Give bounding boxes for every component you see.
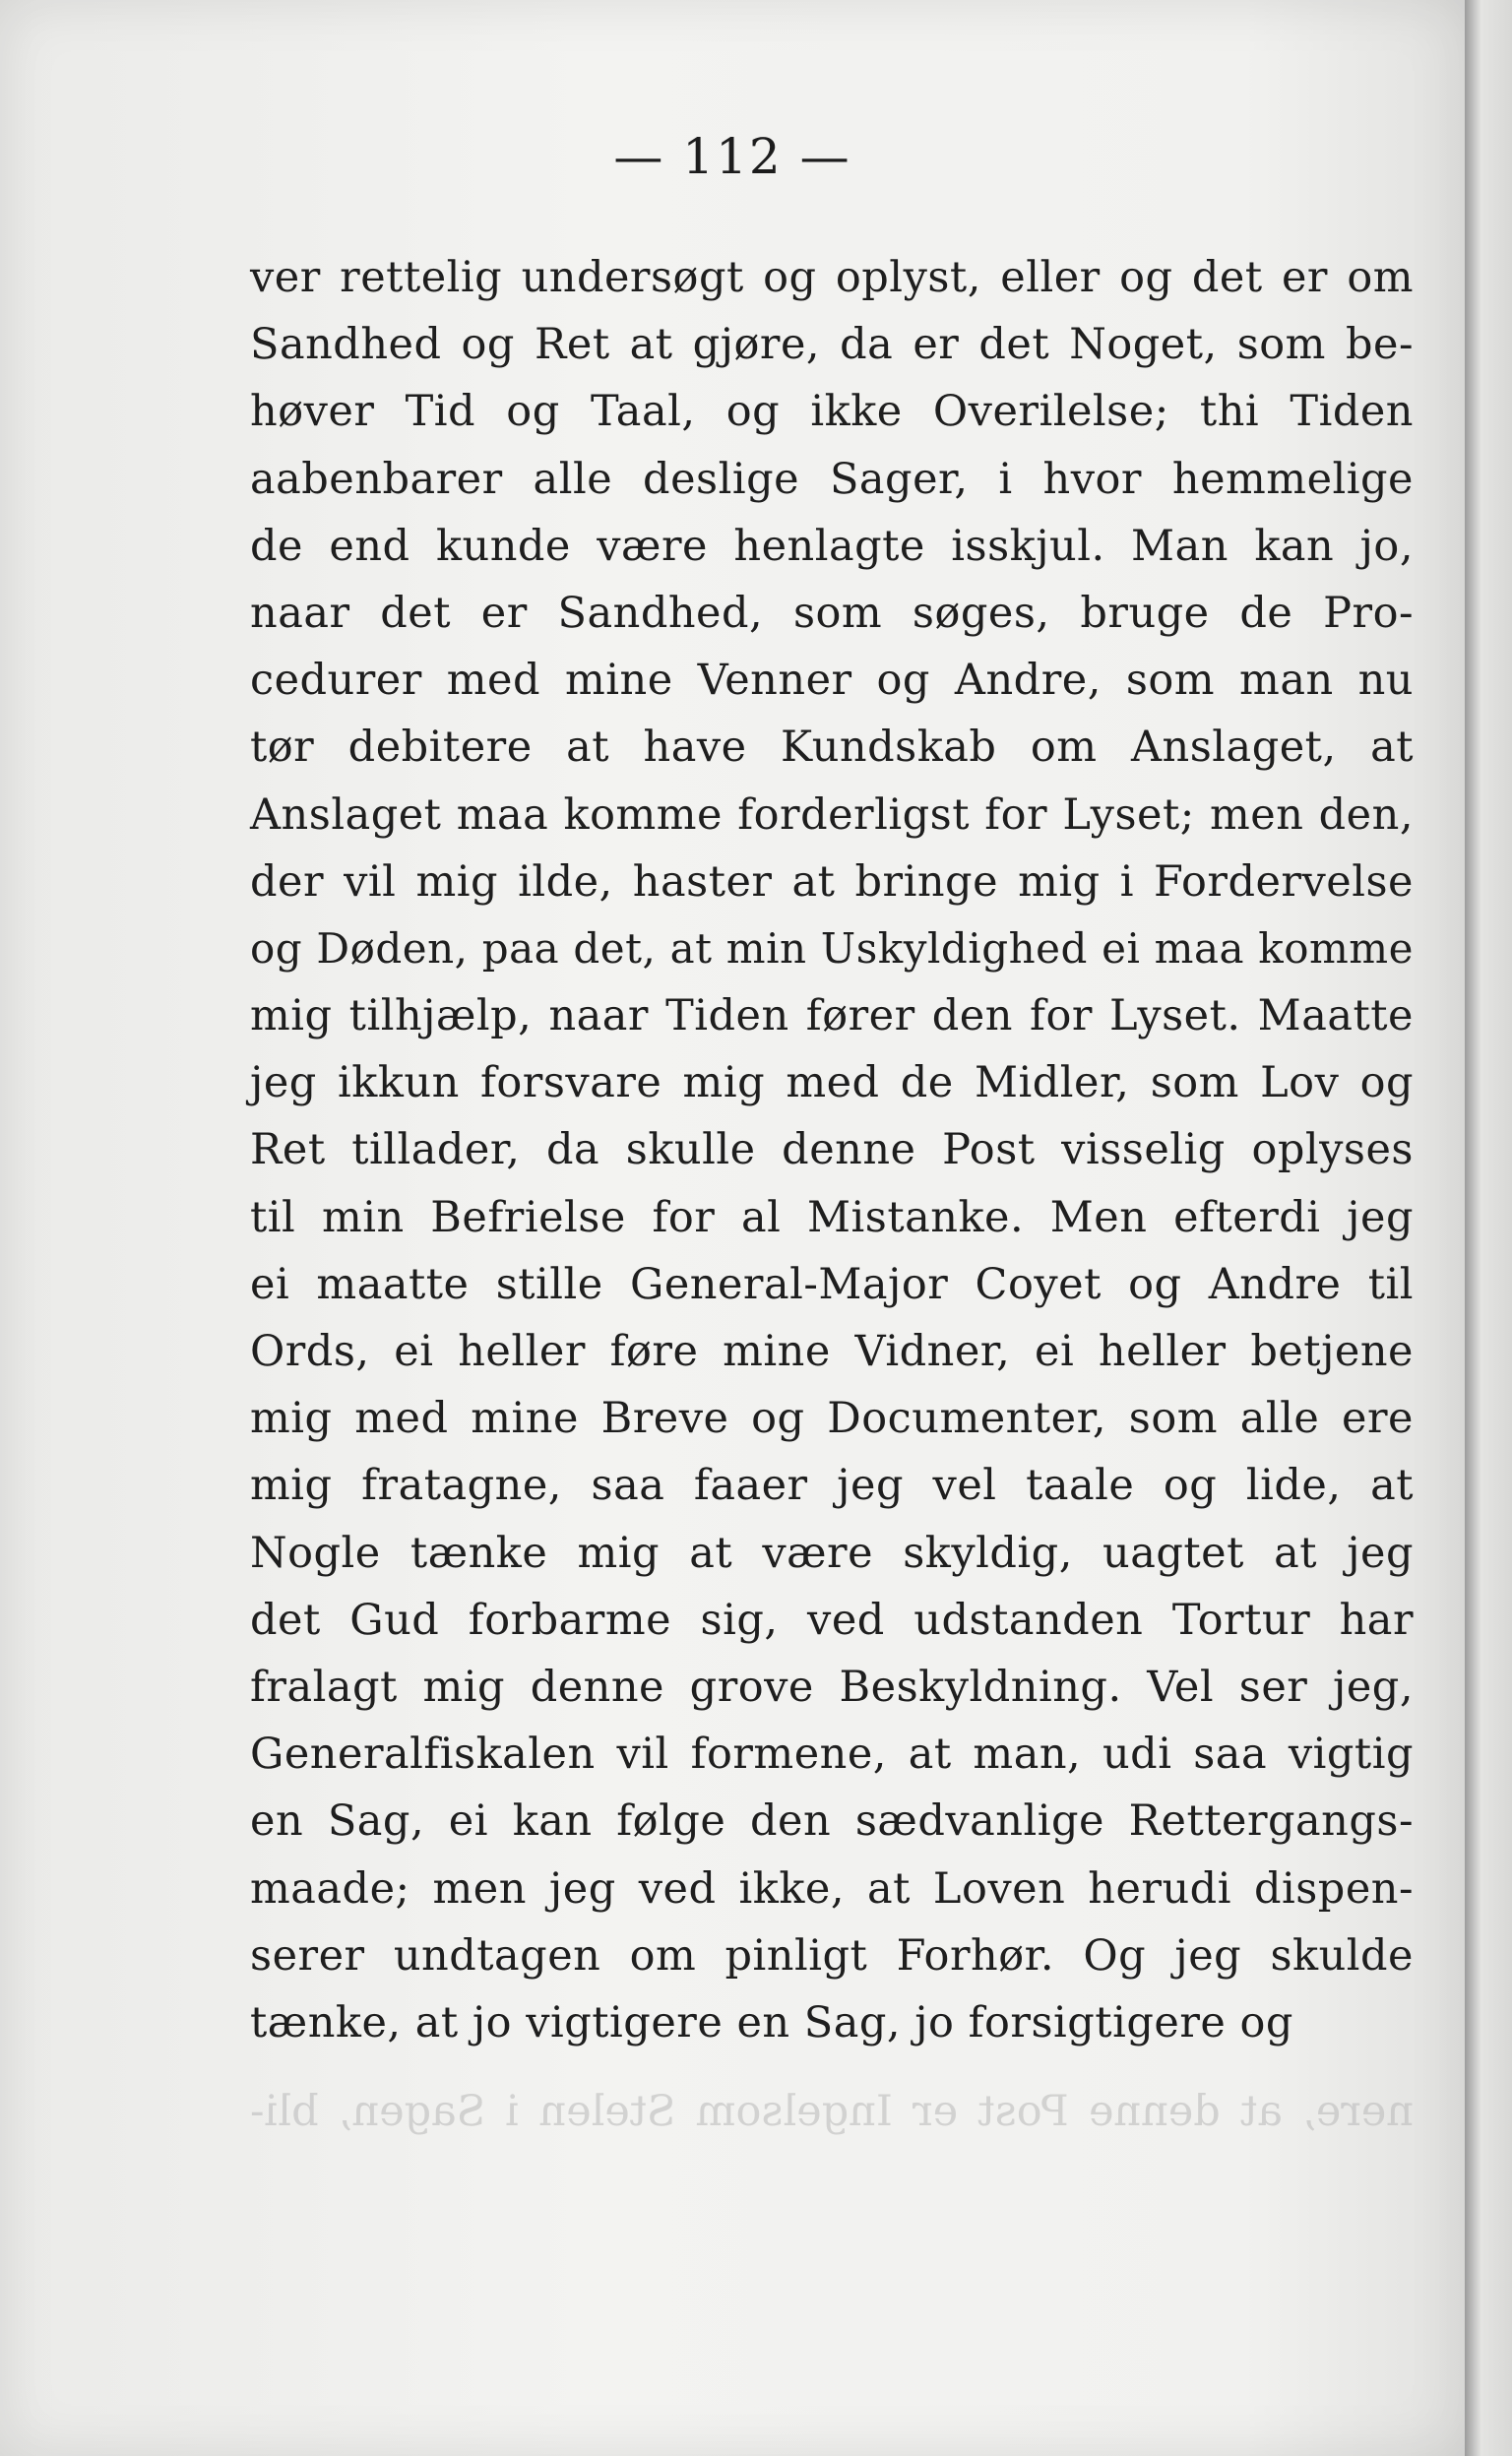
text-line: ei maatte stille General-Major Coyet og Andre til	[250, 1259, 1414, 1309]
text-line: det Gud forbarme sig, ved udstanden Tortur har	[250, 1595, 1414, 1645]
text-line: cedurer med mine Venner og Andre, som man nu	[250, 656, 1414, 706]
text-line: fralagt mig denne grove Beskyldning. Vel ser jeg,	[250, 1662, 1414, 1712]
text-line: tænke, at jo vigtigere en Sag, jo forsigtigere og	[250, 1997, 1293, 2047]
text-line: tør debitere at have Kundskab om Anslaget, at	[250, 723, 1414, 773]
text-line: maade; men jeg ved ikke, at Loven herudi dispen-	[250, 1863, 1414, 1914]
text-line: jeg ikkun forsvare mig med de Midler, som Lov og	[250, 1058, 1414, 1108]
text-line: Anslaget maa komme forderligst for Lyset; men den,	[250, 789, 1414, 840]
bleed-through-text: nere, at denne Post er Ingelsom Stelen i Sagen, bli-	[250, 2087, 1414, 2136]
text-line: høver Tid og Taal, og ikke Overilelse; thi Tiden	[250, 387, 1414, 437]
text-line: Generalfiskalen vil formene, at man, udi saa vigtig	[250, 1730, 1414, 1780]
text-line: mig tilhjælp, naar Tiden fører den for Lyset. Maatte	[250, 991, 1414, 1041]
text-line: de end kunde være henlagte isskjul. Man kan jo,	[250, 521, 1414, 571]
text-line: serer undtagen om pinligt Forhør. Og jeg skulde	[250, 1930, 1414, 1981]
text-line: mig med mine Breve og Documenter, som alle ere	[250, 1394, 1414, 1444]
text-line: mig fratagne, saa faaer jeg vel taale og lide, at	[250, 1461, 1414, 1511]
body-text	[250, 244, 1414, 2056]
text-line: naar det er Sandhed, som søges, bruge de Pro-	[250, 588, 1414, 638]
text-line: aabenbarer alle deslige Sager, i hvor hemmelige	[250, 454, 1414, 504]
text-line: til min Befrielse for al Mistanke. Men efterdi jeg	[250, 1192, 1414, 1242]
text-line: og Døden, paa det, at min Uskyldighed ei maa komme	[250, 923, 1414, 973]
text-line: Ords, ei heller føre mine Vidner, ei heller betjene	[250, 1327, 1414, 1376]
text-line: der vil mig ilde, haster at bringe mig i Fordervelse	[250, 856, 1414, 907]
text-line: ver rettelig undersøgt og oplyst, eller og det er om	[250, 253, 1414, 302]
text-line: Ret tillader, da skulle denne Post visselig oplyses	[250, 1125, 1414, 1175]
text-line: Nogle tænke mig at være skyldig, uagtet at jeg	[250, 1528, 1414, 1578]
page-number: — 112 —	[613, 128, 851, 185]
text-line: Sandhed og Ret at gjøre, da er det Noget, som be-	[250, 320, 1414, 370]
page-edge	[1465, 0, 1512, 2456]
text-line: en Sag, ei kan følge den sædvanlige Rettergangs-	[250, 1796, 1414, 1847]
